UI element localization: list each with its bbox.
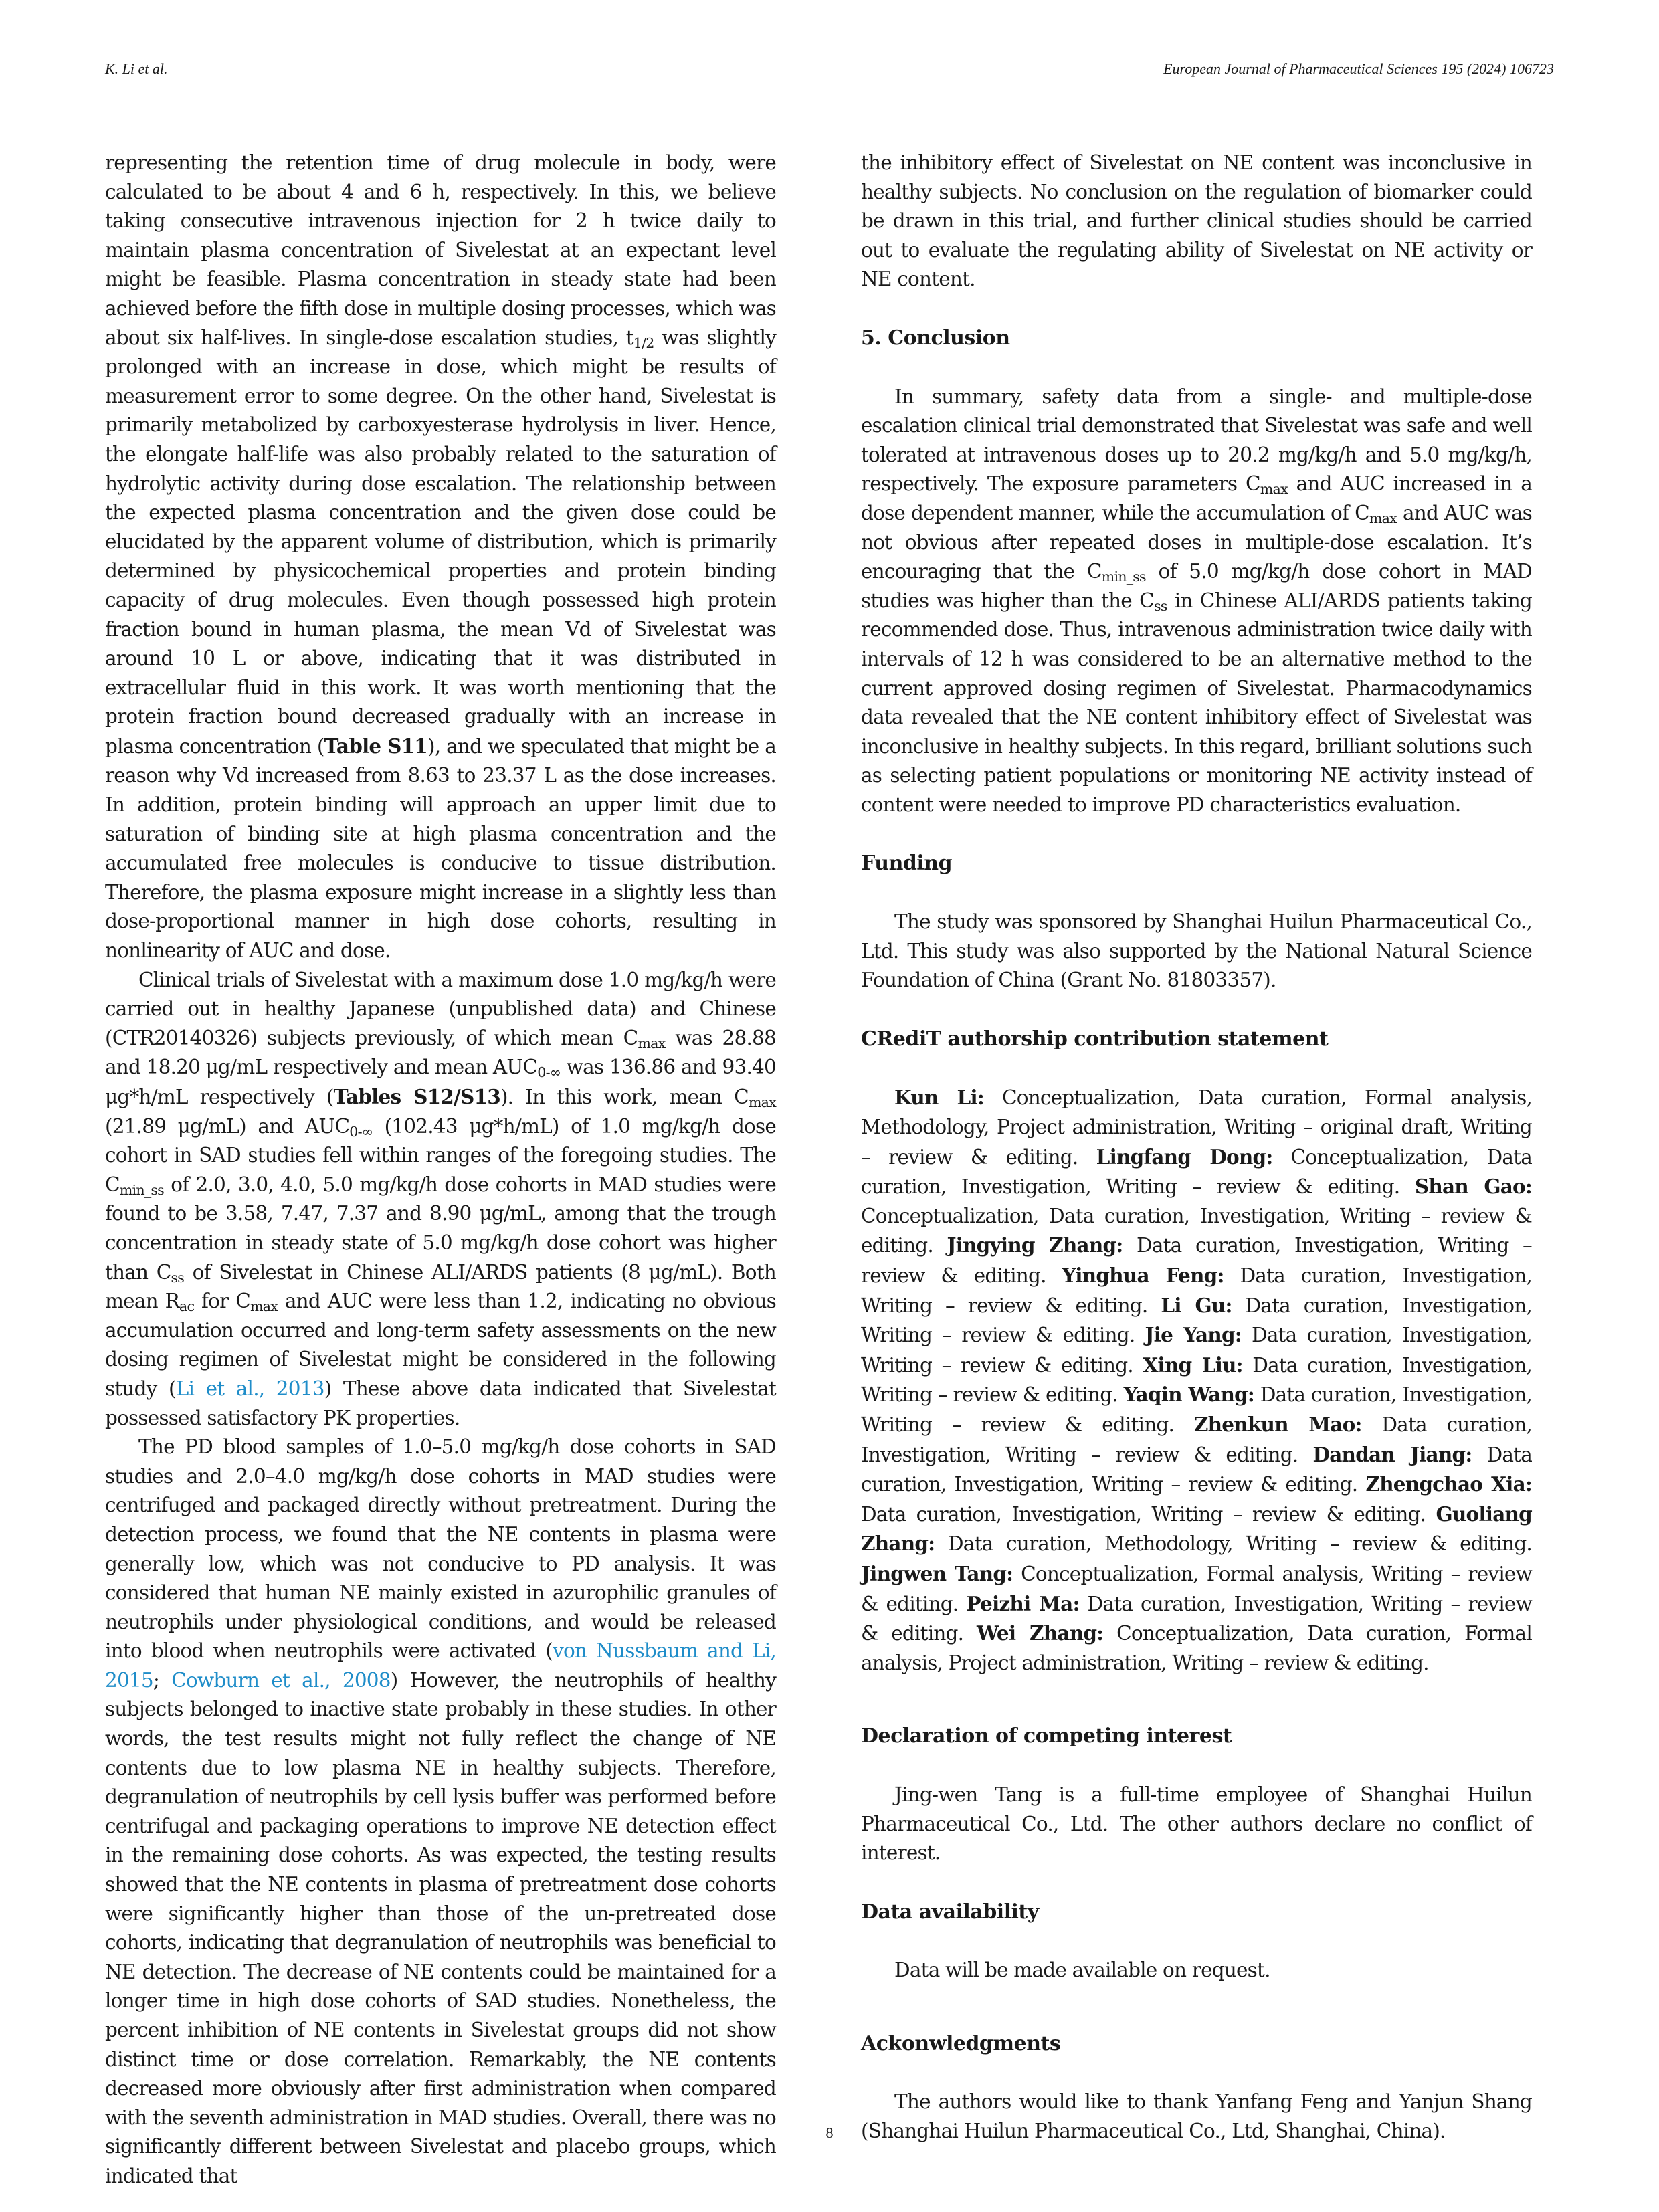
section-heading-data-availability: Data availability	[861, 1900, 1039, 1924]
paragraph-acknowledgments: The authors would like to thank Yanfang Feng and Yanjun Shang (Shanghai Huilun Pharmaceutical Co., Ltd, Shanghai, China).	[861, 2090, 1532, 2143]
paragraph-competing-interest: Jing-wen Tang is a full-time employee of Shanghai Huilun Pharmaceutical Co., Ltd. The other authors declare no conflict of interest.	[861, 1783, 1532, 1865]
paragraph-pd-samples: The PD blood samples of 1.0–5.0 mg/kg/h dose cohorts in SAD studies and 2.0–4.0 mg/kg/h dose cohorts in MAD studies were centrifuged and packaged directly without pretreatment. During the detection process, we found that the NE contents in plasma were generally low, which was not conducive to PD analysis. It was considered that human NE mainly existed in azurophilic granules of neutrophils under physiological conditions, and would be released into blood when neutrophils were activated (von Nussbaum and Li, 2015; Cowburn et al., 2008) However, the neutrophils of healthy subjects belonged to inactive state probably in these studies. In other words, the test results might not fully reflect the change of NE contents due to low plasma NE in healthy subjects. Therefore, degranulation of neutrophils by cell lysis buffer was performed before centrifugal and packaging operations to improve NE detection effect in the remaining dose cohorts. As was expected, the testing results showed that the NE contents in plasma of pretreatment dose cohorts were significantly higher than those of the un-pretreated dose cohorts, indicating that degranulation of neutrophils was beneficial to NE detection. The decrease of NE contents could be maintained for a longer time in high dose cohorts of SAD studies. Nonetheless, the percent inhibition of NE contents in Sivelestat groups did not show distinct time or dose correlation. Remarkably, the NE contents decreased more obviously after first administration when compared with the seventh administration in MAD studies. Overall, there was no significantly different between Sivelestat and placebo groups, which indicated that	[105, 1435, 776, 2187]
citation-link-von-nussbaum-2015[interactable]: von Nussbaum and Li, 2015	[105, 1639, 776, 1692]
running-head-authors: K. Li et al.	[105, 60, 168, 77]
section-heading-competing-interest: Declaration of competing interest	[861, 1724, 1232, 1748]
table-ref-s12-s13[interactable]: Tables S12/S13	[333, 1085, 500, 1108]
paragraph-continuation: the inhibitory effect of Sivelestat on NE content was inconclusive in healthy subjects. No conclusion on the regulation of biomarker could be drawn in this trial, and further clinical studies should be carried out to evaluate the regulating ability of Sivelestat on NE activity or NE content.	[861, 151, 1532, 291]
running-header	[105, 60, 1554, 87]
right-column	[861, 148, 1532, 2146]
paragraph-clinical-trials: Clinical trials of Sivelestat with a maximum dose 1.0 mg/kg/h were carried out in healthy Japanese (unpublished data) and Chinese (CTR20140326) subjects previously, of which mean $C_{max}$ was 28.88 and 18.20 μg/mL respectively and mean $AUC_{0-\infty}$ was 136.86 and 93.40 μg*h/mL respectively (Tables S12/S13). In this work, mean $C_{max}$ (21.89 μg/mL) and $AUC_{0-\infty}$ (102.43 μg*h/mL) of 1.0 mg/kg/h dose cohort in SAD studies fell within ranges of the foregoing studies. The $C_{min\_ss}$ of 2.0, 3.0, 4.0, 5.0 mg/kg/h dose cohorts in MAD studies were found to be 3.58, 7.47, 7.37 and 8.90 μg/mL, among that the trough concentration in steady state of 5.0 mg/kg/h dose cohort was higher than $C_{ss}$ of Sivelestat in Chinese ALI/ARDS patients (8 μg/mL). Both mean $R_{ac}$ for $C_{max}$ and AUC were less than 1.2, indicating no obvious accumulation occurred and long-term safety assessments on the new dosing regimen of Sivelestat might be considered in the following study (Li et al., 2013) These above data indicated that Sivelestat possessed satisfactory PK properties.	[105, 968, 776, 1429]
paragraph-conclusion: In summary, safety data from a single- and multiple-dose escalation clinical trial demonstrated that Sivelestat was safe and well tolerated at intravenous doses up to 20.2 mg/kg/h and 5.0 mg/kg/h, respectively. The exposure parameters $C_{max}$ and AUC increased in a dose dependent manner, while the accumulation of $C_{max}$ and AUC was not obvious after repeated doses in multiple-dose escalation. It’s encouraging that the $C_{min\_ss}$ of 5.0 mg/kg/h dose cohort in MAD studies was higher than the $C_{ss}$ in Chinese ALI/ARDS patients taking recommended dose. Thus, intravenous administration twice daily with intervals of 12 h was considered to be an alternative method to the current approved dosing regimen of Sivelestat. Pharmacodynamics data revealed that the NE content inhibitory effect of Sivelestat was inconclusive in healthy subjects. In this regard, brilliant solutions such as selecting patient populations or monitoring NE activity instead of content were needed to improve PD characteristics evaluation.	[861, 385, 1533, 816]
running-head-journal: European Journal of Pharmaceutical Sciences 195 (2024) 106723	[1163, 60, 1554, 77]
left-column	[105, 148, 776, 2191]
section-heading-credit: CRediT authorship contribution statement	[861, 1027, 1329, 1051]
paragraph-pk-discussion: representing the retention time of drug molecule in body, were calculated to be about 4 and 6 h, respectively. In this, we believe taking consecutive intravenous injection for 2 h twice daily to maintain plasma concentration of Sivelestat at an expectant level might be feasible. Plasma concentration in steady state had been achieved before the fifth dose in multiple dosing processes, which was about six half-lives. In single-dose escalation studies, $t_{1/2}$ was slightly prolonged with an increase in dose, which might be results of measurement error to some degree. On the other hand, Sivelestat is primarily metabolized by carboxyesterase hydrolysis in liver. Hence, the elongate half-life was also probably related to the saturation of hydrolytic activity during dose escalation. The relationship between the expected plasma concentration and the given dose could be elucidated by the apparent volume of distribution, which is primarily determined by physicochemical properties and protein binding capacity of drug molecules. Even though possessed high protein fraction bound in human plasma, the mean Vd of Sivelestat was around 10 L or above, indicating that it was distributed in extracellular fluid in this work. It was worth mentioning that the protein fraction bound decreased gradually with an increase in plasma concentration (Table S11), and we speculated that might be a reason why Vd increased from 8.63 to 23.37 L as the dose increases. In addition, protein binding will approach an upper limit due to saturation of binding site at high plasma concentration and the accumulated free molecules is conducive to tissue distribution. Therefore, the plasma exposure might increase in a slightly less than dose-proportional manner in high dose cohorts, resulting in nonlinearity of AUC and dose.	[105, 151, 776, 963]
page-number: 8	[825, 2124, 834, 2141]
paragraph-data-availability: Data will be made available on request.	[894, 1958, 1270, 1982]
section-heading-acknowledgments: Ackonwledgments	[861, 2031, 1061, 2055]
citation-link-li-2013[interactable]: Li et al., 2013	[175, 1377, 324, 1400]
paragraph-funding: The study was sponsored by Shanghai Huilun Pharmaceutical Co., Ltd. This study was also supported by the National Natural Science Foundation of China (Grant No. 81803357).	[861, 910, 1532, 992]
table-ref-s11[interactable]: Table S11	[324, 734, 428, 758]
paragraph-credit-statement: Kun Li: Conceptualization, Data curation, Formal analysis, Methodology, Project administration, Writing – original draft, Writing – review & editing. Lingfang Dong: Conceptualization, Data curation, Investigation, Writing – review & editing. Shan Gao: Conceptualization, Data curation, Investigation, Writing – review & editing. Jingying Zhang: Data curation, Investigation, Writing – review & editing. Yinghua Feng: Data curation, Investigation, Writing – review & editing. Li Gu: Data curation, Investigation, Writing – review & editing. Jie Yang: Data curation, Investigation, Writing – review & editing. Xing Liu: Data curation, Investigation, Writing – review & editing. Yaqin Wang: Data curation, Investigation, Writing – review & editing. Zhenkun Mao: Data curation, Investigation, Writing – review & editing. Dandan Jiang: Data curation, Investigation, Writing – review & editing. Zhengchao Xia: Data curation, Investigation, Writing – review & editing. Guoliang Zhang: Data curation, Methodology, Writing – review & editing. Jingwen Tang: Conceptualization, Formal analysis, Writing – review & editing. Peizhi Ma: Data curation, Investigation, Writing – review & editing. Wei Zhang: Conceptualization, Data curation, Formal analysis, Project administration, Writing – review & editing.	[861, 1086, 1533, 1674]
citation-link-cowburn-2008[interactable]: Cowburn et al., 2008	[171, 1668, 391, 1692]
section-heading-funding: Funding	[861, 851, 953, 876]
section-heading-conclusion: 5. Conclusion	[861, 326, 1010, 350]
